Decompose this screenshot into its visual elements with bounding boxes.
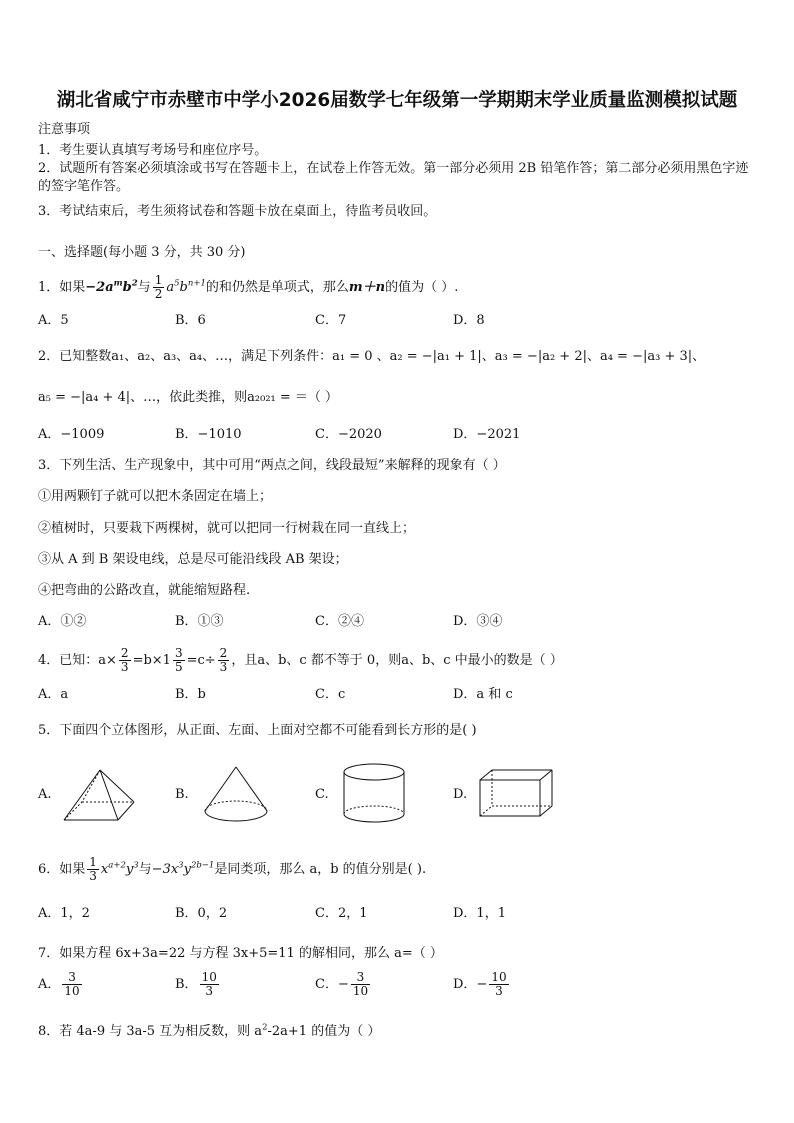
q3-item-1: ①用两颗钉子就可以把木条固定在墙上； [38, 489, 273, 504]
q2-option-c: C．−2020 [315, 427, 382, 442]
q1-option-c: C．7 [315, 313, 347, 328]
q3-option-c: C．②④ [315, 614, 364, 629]
q7-option-c: C．− $\frac{3}{10}$ [315, 970, 369, 998]
question-1: 1．如果$-2a^mb^2$与 $\frac{1}{2}$ $a^5b^{n+1}$的和仍然是单项式，那么m＋n的值为（ ）. [38, 273, 459, 301]
cuboid-figure [478, 768, 556, 820]
page-title: 湖北省咸宁市赤壁市中学小2026届数学七年级第一学期期末学业质量监测模拟试题 [56, 90, 738, 111]
question-5: 5．下面四个立体图形，从正面、左面、上面对空都不可能看到长方形的是( ) [38, 723, 477, 738]
question-3: 3．下列生活、生产现象中，其中可用“两点之间，线段最短”来解释的现象有（ ） [38, 458, 506, 473]
q5-label-b: B. [175, 787, 189, 802]
q5-label-d: D. [453, 787, 468, 802]
question-2-line-2: a₅ = −|a₄ + 4|、…，依此类推，则a₂₀₂₁ = ＝（ ） [38, 390, 339, 405]
q5-label-a: A. [38, 787, 52, 802]
q7-option-a: A． $\frac{3}{10}$ [38, 970, 80, 998]
notice-item-1: 1．考生要认真填写考场号和座位序号。 [38, 143, 268, 158]
q3-option-d: D．③④ [453, 614, 503, 629]
q4-option-c: C．c [315, 687, 346, 702]
q2-option-b: B．−1010 [175, 427, 242, 442]
q1-option-d: D．8 [453, 313, 485, 328]
q3-option-a: A．①② [38, 614, 87, 629]
q1-option-b: B．6 [175, 313, 206, 328]
q4-option-d: D．a 和 c [453, 687, 513, 702]
q4-option-b: B．b [175, 687, 206, 702]
pyramid-figure [60, 768, 136, 824]
question-7: 7．如果方程 6x+3a=22 与方程 3x+5=11 的解相同，那么 a=（ ） [38, 946, 443, 961]
q6-option-b: B．0，2 [175, 906, 228, 921]
cone-figure [200, 765, 272, 825]
q2-option-d: D．−2021 [453, 427, 521, 442]
q3-item-4: ④把弯曲的公路改直，就能缩短路程. [38, 583, 251, 598]
q6-option-c: C．2，1 [315, 906, 368, 921]
q7-option-d: D．− $\frac{10}{3}$ [453, 970, 507, 998]
q3-option-b: B．①③ [175, 614, 224, 629]
q2-option-a: A．−1009 [38, 427, 105, 442]
q6-option-a: A．1，2 [38, 906, 90, 921]
question-4: 4．已知：a× $\frac{2}{3}$ =b×1 $\frac{3}{5}$ =c÷ $\frac{2}{3}$ ，且a、b、c 都不等于 0，则a、b、c 中最小的数是（ ） [38, 646, 563, 674]
q5-label-c: C. [315, 787, 329, 802]
notice-item-2: 2．试题所有答案必须填涂或书写在答题卡上，在试卷上作答无效。第一部分必须用 2B 铅笔作答；第二部分必须用黑色字迹的签字笔作答。 [38, 161, 749, 194]
cylinder-figure [340, 762, 408, 826]
q3-item-3: ③从 A 到 B 架设电线，总是尽可能沿线段 AB 架设； [38, 552, 348, 567]
section-heading: 一、选择题(每小题 3 分，共 30 分) [38, 245, 246, 260]
question-2-line-1: 2．已知整数a₁、a₂、a₃、a₄、…，满足下列条件：a₁ = 0 、a₂ = −|a₁ + 1|、a₃ = −|a₂ + 2|、a₄ = −|a₃ + 3|、 [38, 349, 706, 364]
notice-heading: 注意事项 [38, 122, 91, 137]
question-6: 6．如果 $\frac{1}{3}$ $x^{a+2}y^3$与$-3x^3y^{2b-1}$是同类项，那么 a，b 的值分别是( ). [38, 855, 427, 883]
question-8: 8．若 4a-9 与 3a-5 互为相反数，则 $a^2-2a+1$ 的值为（ ） [38, 1022, 381, 1039]
q7-option-b: B． $\frac{10}{3}$ [175, 970, 217, 998]
q1-option-a: A．5 [38, 313, 69, 328]
q4-option-a: A．a [38, 687, 69, 702]
q6-option-d: D．1，1 [453, 906, 506, 921]
notice-item-3: 3．考试结束后，考生须将试卷和答题卡放在桌面上，待监考员收回。 [38, 204, 437, 219]
fraction-half: $\frac{1}{2}$ [154, 273, 163, 301]
q3-item-2: ②植树时，只要栽下两棵树，就可以把同一行树栽在同一直线上； [38, 521, 416, 536]
